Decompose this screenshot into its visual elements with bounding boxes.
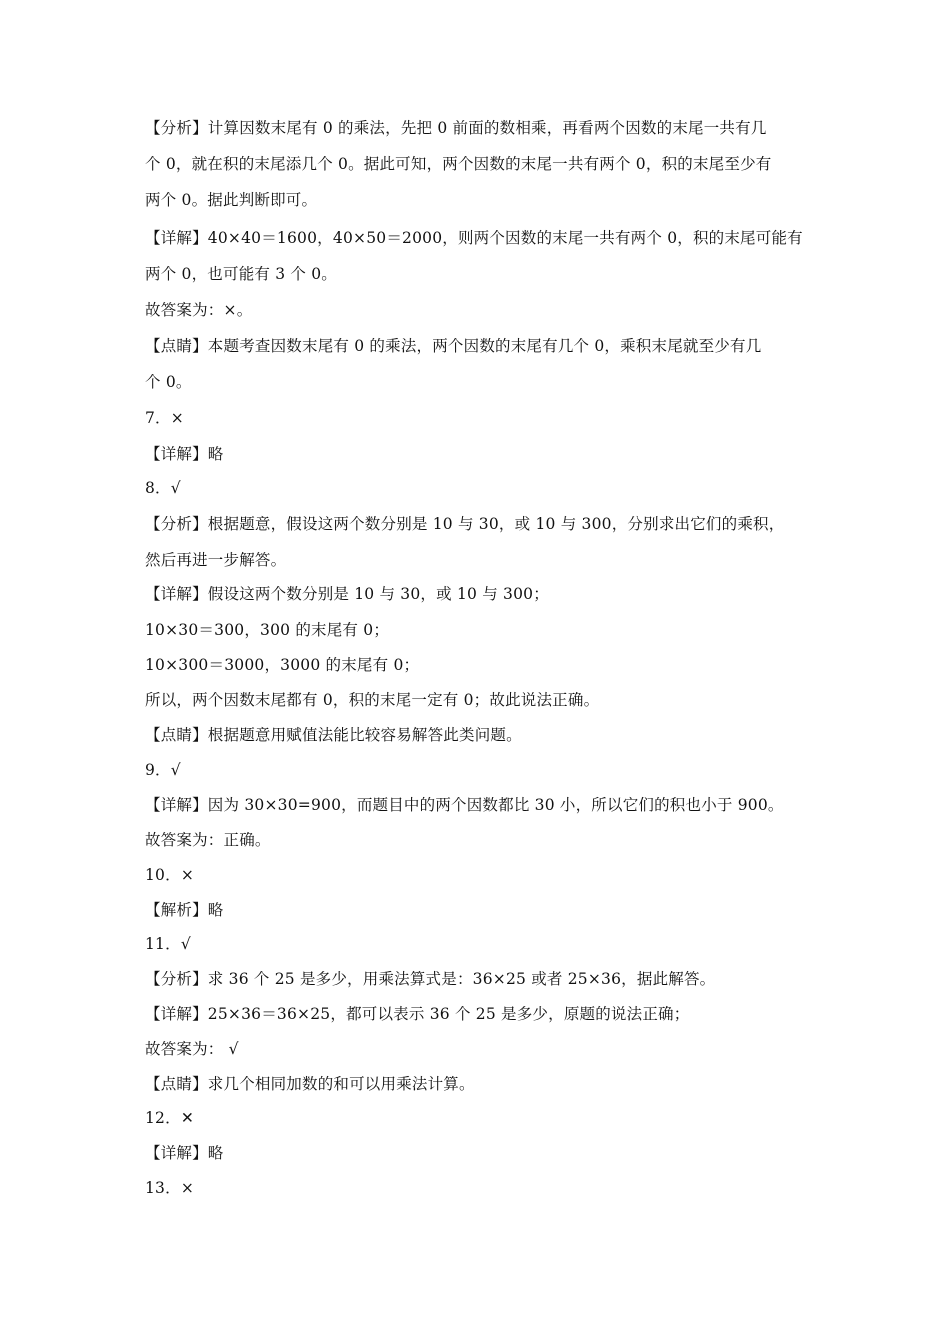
text-line: 【详解】假设这两个数分别是 10 与 30，或 10 与 300； [145,585,549,603]
text-line: 所以，两个因数末尾都有 0，积的末尾一定有 0；故此说法正确。 [145,691,600,709]
text-line: 【点睛】求几个相同加数的和可以用乘法计算。 [145,1075,475,1093]
text-line: 10×300＝3000，3000 的末尾有 0； [145,656,420,674]
question-answer: 7．× [145,409,184,427]
text-line: 个 0，就在积的末尾添几个 0。据此可知，两个因数的末尾一共有两个 0，积的末尾至少有 [145,155,772,173]
text-line: 【详解】略 [145,445,224,463]
text-line: 【解析】略 [145,901,224,919]
text-line: 【详解】因为 30×30=900，而题目中的两个因数都比 30 小，所以它们的积也小于 900。 [145,796,784,814]
text-line: 【分析】求 36 个 25 是多少，用乘法算式是：36×25 或者 25×36，据此解答。 [145,970,716,988]
text-line: 【点睛】本题考查因数末尾有 0 的乘法，两个因数的末尾有几个 0，乘积末尾就至少有几 [145,337,762,355]
text-line: 【详解】25×36＝36×25，都可以表示 36 个 25 是多少，原题的说法正确； [145,1005,690,1023]
text-line: 个 0。 [145,373,192,391]
question-answer: 10．× [145,866,195,884]
question-answer: 8．√ [145,479,181,497]
text-line: 【分析】计算因数末尾有 0 的乘法，先把 0 前面的数相乘，再看两个因数的末尾一共有几 [145,119,767,137]
text-line: 然后再进一步解答。 [145,551,287,569]
question-answer: 9．√ [145,761,181,779]
text-line: 10×30＝300，300 的末尾有 0； [145,621,390,639]
text-line: 故答案为：正确。 [145,831,271,849]
question-answer: 13．× [145,1179,195,1197]
text-line: 故答案为：×。 [145,301,253,319]
question-answer: 12．✕ [145,1109,195,1127]
text-line: 故答案为： √ [145,1040,239,1058]
question-answer: 11．√ [145,935,191,953]
text-line: 两个 0，也可能有 3 个 0。 [145,265,337,283]
text-line: 【点睛】根据题意用赋值法能比较容易解答此类问题。 [145,726,522,744]
text-line: 【详解】40×40＝1600，40×50＝2000，则两个因数的末尾一共有两个 0，积的末尾可能有 [145,229,803,247]
text-line: 【详解】略 [145,1144,224,1162]
text-line: 【分析】根据题意，假设这两个数分别是 10 与 30，或 10 与 300，分别求出它们的乘积， [145,515,785,533]
text-line: 两个 0。据此判断即可。 [145,191,318,209]
